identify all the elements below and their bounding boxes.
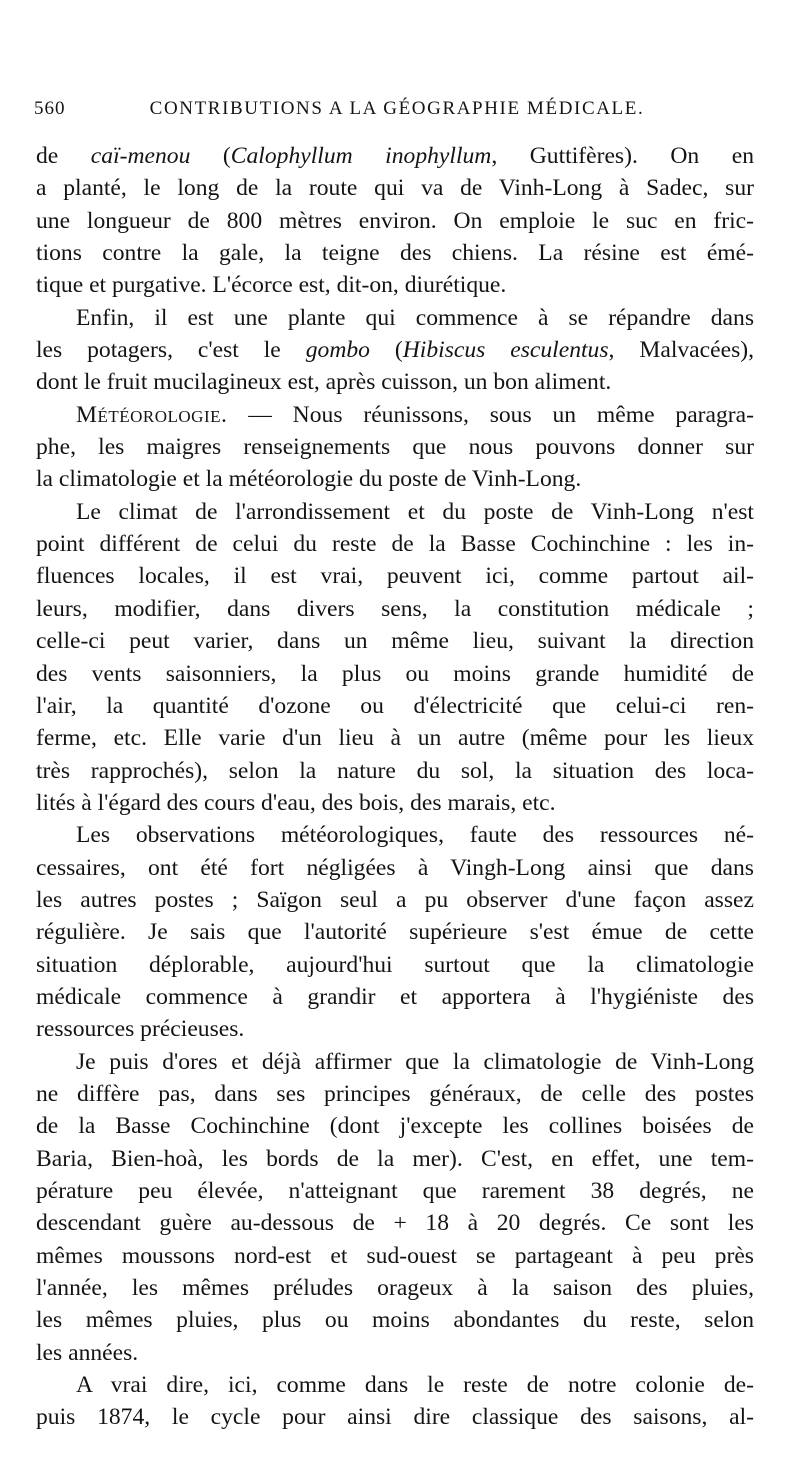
- text-line: Le climat de l'arrondissement et du poste de Vinh-Long n'est: [76, 498, 754, 525]
- text-line: mêmes moussons nord-est et sud-ouest se partageant à peu près: [36, 1242, 754, 1269]
- text-line: la climatologie et la météorologie du poste de Vinh-Long.: [36, 466, 582, 493]
- text-line: tique et purgative. L'écorce est, dit-on, diurétique.: [36, 272, 507, 299]
- text-line: Je puis d'ores et déjà affirmer que la climatologie de Vinh-Long: [76, 1048, 754, 1075]
- text-line: fluences locales, il est vrai, peuvent ici, comme partout ail-: [36, 563, 754, 590]
- text-line: lités à l'égard des cours d'eau, des bois, des marais, etc.: [36, 789, 556, 816]
- text-line: Les observations météorologiques, faute des ressources né-: [76, 822, 754, 849]
- text-line: phe, les maigres renseignements que nous pouvons donner sur: [36, 434, 754, 461]
- running-title: CONTRIBUTIONS A LA GÉOGRAPHIE MÉDICALE.: [149, 98, 645, 119]
- text-line: les années.: [36, 1339, 139, 1366]
- text-line: de caï-menou (Calophyllum inophyllum, Guttifères). On en: [36, 143, 754, 169]
- text-line: les autres postes ; Saïgon seul a pu observer d'une façon assez: [36, 886, 754, 913]
- text-line: médicale commence à grandir et apportera à l'hygiéniste des: [36, 983, 754, 1010]
- text-line: très rapprochés), selon la nature du sol, la situation des loca-: [36, 757, 754, 784]
- text-line: l'année, les mêmes préludes orageux à la saison des pluies,: [36, 1275, 754, 1302]
- text-line: les potagers, c'est le gombo (Hibiscus esculentus, Malvacées),: [36, 337, 755, 364]
- text-line: leurs, modifier, dans divers sens, la constitution médicale ;: [36, 595, 754, 622]
- text-line: ne diffère pas, dans ses principes généraux, de celle des postes: [36, 1080, 754, 1107]
- text-line: Enfin, il est une plante qui commence à se répandre dans: [76, 304, 754, 331]
- text-line: régulière. Je sais que l'autorité supérieure s'est émue de cette: [36, 919, 754, 946]
- text-line: cessaires, ont été fort négligées à Vingh-Long ainsi que dans: [36, 854, 754, 881]
- text-line: de la Basse Cochinchine (dont j'excepte les collines boisées de: [36, 1113, 754, 1140]
- text-line: pérature peu élevée, n'atteignant que rarement 38 degrés, ne: [36, 1178, 754, 1204]
- text-line: Baria, Bien-hoà, les bords de la mer). C'est, en effet, une tem-: [36, 1145, 754, 1172]
- text-line: point différent de celui du reste de la Basse Cochinchine : les in-: [36, 531, 754, 558]
- text-line: Météorologie. — Nous réunissons, sous un même paragra-: [76, 401, 754, 428]
- text-line: ressources précieuses.: [36, 1016, 245, 1043]
- text-line: une longueur de 800 mètres environ. On emploie le suc en fric-: [36, 207, 754, 234]
- page-number: 560: [34, 98, 66, 119]
- text-line: dont le fruit mucilagineux est, après cuisson, un bon aliment.: [36, 369, 612, 396]
- text-line: tions contre la gale, la teigne des chiens. La résine est émé-: [36, 240, 754, 267]
- page-header: [34, 98, 760, 128]
- text-line: les mêmes pluies, plus ou moins abondantes du reste, selon: [36, 1307, 754, 1334]
- text-line: descendant guère au-dessous de + 18 à 20 degrés. Ce sont les: [36, 1210, 754, 1237]
- text-line: puis 1874, le cycle pour ainsi dire classique des saisons, al-: [36, 1404, 754, 1431]
- body-text: [36, 140, 754, 1434]
- text-line: A vrai dire, ici, comme dans le reste de notre colonie de-: [76, 1372, 754, 1399]
- text-line: l'air, la quantité d'ozone ou d'électricité que celui-ci ren-: [36, 692, 754, 719]
- text-line: celle-ci peut varier, dans un même lieu, suivant la direction: [36, 628, 754, 655]
- text-line: ferme, etc. Elle varie d'un lieu à un autre (même pour les lieux: [36, 725, 754, 752]
- text-line: des vents saisonniers, la plus ou moins grande humidité de: [36, 660, 754, 687]
- text-line: a planté, le long de la route qui va de Vinh-Long à Sadec, sur: [36, 175, 754, 202]
- text-line: situation déplorable, aujourd'hui surtout que la climatologie: [36, 951, 754, 978]
